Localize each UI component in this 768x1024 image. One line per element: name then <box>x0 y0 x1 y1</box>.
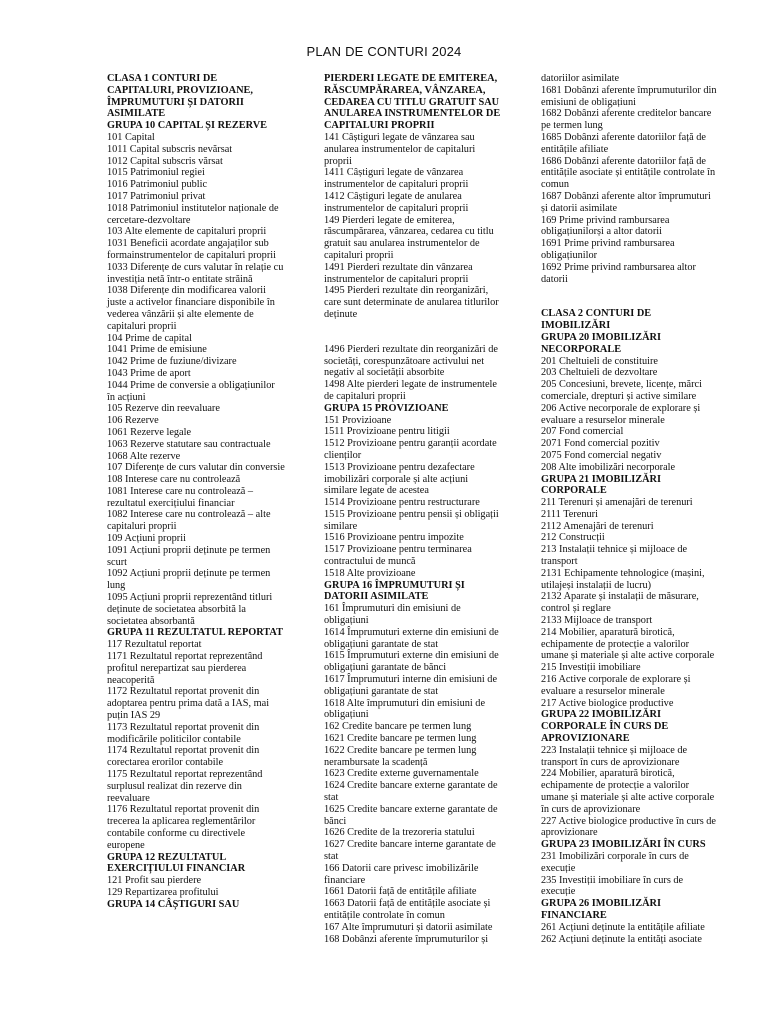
account-entry: 1513 Provizioane pentru dezafectare imobilizări corporale și alte acțiuni similare legate de acestea <box>324 461 475 497</box>
account-entry: 1681 Dobânzi aferente împrumuturilor din emisiuni de obligațiuni <box>541 84 717 108</box>
account-entry: 261 Acțiuni deținute la entitățile afiliate <box>541 921 705 933</box>
account-entry: 1687 Dobânzi aferente altor împrumuturi și datorii asimilate <box>541 190 711 214</box>
account-entry: 1517 Provizioane pentru terminarea contractului de muncă <box>324 544 472 568</box>
account-entry: 121 Profit sau pierdere <box>107 875 202 887</box>
account-entry: 1038 Diferențe din modificarea valorii juste a activelor financiare disponibile în vederea vânzării și alte elemente de capitaluri proprii <box>107 285 275 332</box>
account-entry: 1015 Patrimoniul regiei <box>107 167 205 179</box>
account-entry: 166 Datorii care privesc imobilizările financiare <box>324 862 479 886</box>
section-heading: GRUPA 23 IMOBILIZĂRI ÎN CURS <box>541 839 706 851</box>
section-heading: GRUPA 11 REZULTATUL REPORTAT <box>107 627 283 639</box>
account-entry: 1068 Alte rezerve <box>107 450 181 462</box>
account-entry: 203 Cheltuieli de dezvoltare <box>541 367 658 379</box>
account-entry: 213 Instalații tehnice și mijloace de transport <box>541 544 688 568</box>
account-entry: 1081 Interese care nu controlează – rezultatul exercițiului financiar <box>107 485 254 509</box>
account-entry: 167 Alte împrumuturi și datorii asimilate <box>324 921 493 933</box>
account-entry: datoriilor asimilate <box>541 73 620 84</box>
account-entry: 168 Dobânzi aferente împrumuturilor și <box>324 933 489 945</box>
account-entry: 1095 Acțiuni proprii reprezentând titluri deținute de societatea absorbită la societatea absorbantă <box>107 592 273 627</box>
account-entry: 101 Capital <box>107 131 155 143</box>
account-entry: 206 Active necorporale de explorare și evaluare a resurselor minerale <box>541 402 701 426</box>
section-heading: GRUPA 20 IMOBILIZĂRI NECORPORALE <box>541 331 661 355</box>
account-entry: 1017 Patrimoniul privat <box>107 190 206 202</box>
account-entry: 212 Construcții <box>541 532 605 544</box>
account-entry: 1042 Prime de fuziune/divizare <box>107 356 237 368</box>
section-heading: PIERDERI LEGATE DE EMITEREA, RĂSCUMPĂRAREA, VÂNZAREA, CEDAREA CU TITLU GRATUIT SAU ANULAREA INSTRUMENTELOR DE CAPITALURI PROPRII <box>324 73 501 132</box>
account-entry: 235 Investiții imobiliare în curs de execuție <box>541 874 684 898</box>
account-entry: 227 Active biologice productive în curs de aprovizionare <box>541 815 717 839</box>
account-entry: 1621 Credite bancare pe termen lung <box>324 733 477 745</box>
account-entry: 109 Acțiuni proprii <box>107 533 186 545</box>
account-entry: 162 Credite bancare pe termen lung <box>324 721 472 733</box>
account-entry: 2133 Mijloace de transport <box>541 615 653 627</box>
account-entry: 1512 Provizioane pentru garanții acordate clienților <box>324 438 497 461</box>
account-entry: 2071 Fond comercial pozitiv <box>541 438 660 450</box>
account-entry: 1617 Împrumuturi interne din emisiuni de obligațiuni garantate de stat <box>324 674 498 697</box>
account-entry: 1011 Capital subscris nevărsat <box>107 143 233 155</box>
account-entry: 1092 Acțiuni proprii deținute pe termen lung <box>107 568 271 592</box>
account-entry: 1012 Capital subscris vărsat <box>107 155 223 167</box>
account-entry: 107 Diferențe de curs valutar din conversie <box>107 462 285 474</box>
account-entry: 1661 Datorii față de entitățile afiliate <box>324 886 477 898</box>
section-heading: GRUPA 10 CAPITAL ȘI REZERVE <box>107 120 268 132</box>
account-entry: 1061 Rezerve legale <box>107 426 192 438</box>
account-entry: 1614 Împrumuturi externe din emisiuni de obligațiuni garantate de stat <box>324 626 499 650</box>
account-entry: 1411 Câștiguri legate de vânzarea instrumentelor de capitaluri proprii <box>324 167 469 191</box>
account-entry: 108 Interese care nu controlează <box>107 474 241 486</box>
account-entry: 1176 Rezultatul reportat provenit din trecerea la aplicarea reglementărilor contabile conforme cu directivele europene <box>107 804 260 851</box>
account-entry: 1174 Rezultatul reportat provenit din corectarea erorilor contabile <box>107 745 260 769</box>
account-entry: 105 Rezerve din reevaluare <box>107 403 220 415</box>
account-entry: 1491 Pierderi rezultate din vânzarea instrumentelor de capitaluri proprii <box>324 261 473 285</box>
account-entry: 1498 Alte pierderi legate de instrumentele de capitaluri proprii <box>324 379 497 402</box>
section-heading: CLASA 1 CONTURI DE CAPITALURI, PROVIZIOANE, ÎMPRUMUTURI ȘI DATORII ASIMILATE <box>107 73 253 120</box>
account-entry: 1625 Credite bancare externe garantate de bănci <box>324 803 498 827</box>
account-entry: 224 Mobilier, aparatură birotică, echipamente de protecție a valorilor umane și materiale și alte active corporale în curs de aprovizionare <box>541 768 715 815</box>
spacer <box>324 321 502 344</box>
section-heading: GRUPA 16 ÎMPRUMUTURI ȘI DATORII ASIMILATE <box>324 579 465 603</box>
account-entry: 1082 Interese care nu controlează – alte capitaluri proprii <box>107 509 271 533</box>
account-entry: 2075 Fond comercial negativ <box>541 449 662 461</box>
account-entry: 1623 Credite externe guvernamentale <box>324 768 479 780</box>
account-entry: 223 Instalații tehnice și mijloace de transport în curs de aprovizionare <box>541 744 688 768</box>
account-entry: 1171 Rezultatul reportat reprezentând profitul nerepartizat sau pierderea neacoperită <box>107 651 263 686</box>
account-entry: 216 Active corporale de explorare și evaluare a resurselor minerale <box>541 674 691 697</box>
account-entry: 1514 Provizioane pentru restructurare <box>324 497 480 509</box>
account-entry: 201 Cheltuieli de constituire <box>541 355 658 367</box>
account-entry: 1691 Prime privind rambursarea obligațiunilor <box>541 238 675 261</box>
account-entry: 1686 Dobânzi aferente datoriilor față de entitățile asociate și entitățile controlate în comun <box>541 155 716 191</box>
account-entry: 231 Imobilizări corporale în curs de execuție <box>541 851 689 874</box>
account-entry: 215 Investiții imobiliare <box>541 662 641 674</box>
account-entry: 1172 Rezultatul reportat provenit din adoptarea pentru prima dată a IAS, mai puțin IAS 29 <box>107 686 270 722</box>
section-heading: GRUPA 15 PROVIZIOANE <box>324 402 449 414</box>
account-entry: 1043 Prime de aport <box>107 367 191 379</box>
account-entry: 1515 Provizioane pentru pensii și obligații similare <box>324 508 499 532</box>
account-entry: 1624 Credite bancare externe garantate de stat <box>324 780 498 804</box>
account-entry: 2111 Terenuri <box>541 508 598 520</box>
section-heading: GRUPA 14 CÂȘTIGURI SAU <box>107 898 240 910</box>
account-entry: 1016 Patrimoniul public <box>107 179 208 191</box>
account-entry: 1044 Prime de conversie a obligațiunilor în acțiuni <box>107 379 275 403</box>
account-entry: 1041 Prime de emisiune <box>107 344 207 356</box>
section-heading: CLASA 2 CONTURI DE IMOBILIZĂRI <box>541 308 652 332</box>
column-middle <box>324 73 502 945</box>
account-entry: 1516 Provizioane pentru impozite <box>324 532 464 544</box>
account-entry: 106 Rezerve <box>107 415 159 427</box>
column-right <box>541 73 719 945</box>
page-title: PLAN DE CONTURI 2024 <box>306 44 462 59</box>
account-entry: 211 Terenuri și amenajări de terenuri <box>541 497 693 509</box>
account-entry: 1175 Rezultatul reportat reprezentând surplusul realizat din rezerve din reevaluare <box>107 769 263 804</box>
account-entry: 1511 Provizioane pentru litigii <box>324 426 450 438</box>
account-entry: 2112 Amenajări de terenuri <box>541 520 654 532</box>
account-entry: 1091 Acțiuni proprii deținute pe termen scurt <box>107 544 271 568</box>
section-heading: GRUPA 26 IMOBILIZĂRI FINANCIARE <box>541 898 661 921</box>
account-entry: 262 Acțiuni deținute la entități asociate <box>541 933 702 945</box>
account-entry: 205 Concesiuni, brevete, licențe, mărci comerciale, drepturi și active similare <box>541 379 702 402</box>
account-entry: 1063 Rezerve statutare sau contractuale <box>107 438 271 450</box>
account-entry: 103 Alte elemente de capitaluri proprii <box>107 226 267 238</box>
account-entry: 1495 Pierderi rezultate din reorganizări, care sunt determinate de anularea titlurilor deținute <box>324 285 499 320</box>
account-entry: 1627 Credite bancare interne garantate de stat <box>324 839 496 862</box>
account-entry: 1518 Alte provizioane <box>324 567 416 579</box>
account-entry: 1682 Dobânzi aferente creditelor bancare pe termen lung <box>541 108 712 132</box>
account-entry: 1626 Credite de la trezoreria statului <box>324 827 475 839</box>
section-heading: GRUPA 21 IMOBILIZĂRI CORPORALE <box>541 473 661 497</box>
account-entry: 151 Provizioane <box>324 414 392 426</box>
account-entry: 1496 Pierderi rezultate din reorganizări de societăți, corespunzătoare activului net negativ al societății absorbite <box>324 343 498 379</box>
account-entry: 1622 Credite bancare pe termen lung nerambursate la scadență <box>324 744 477 768</box>
column-left <box>107 73 285 911</box>
account-entry: 1031 Beneficii acordate angajaților sub formainstrumentelor de capitaluri proprii <box>107 238 276 261</box>
account-entry: 141 Câștiguri legate de vânzarea sau anularea instrumentelor de capitaluri proprii <box>324 131 476 167</box>
account-entry: 1173 Rezultatul reportat provenit din modificările politicilor contabile <box>107 721 260 745</box>
account-entry: 1618 Alte împrumuturi din emisiuni de obligațiuni <box>324 697 486 721</box>
account-entry: 129 Repartizarea profitului <box>107 886 219 898</box>
account-entry: 1412 Câștiguri legate de anularea instrumentelor de capitaluri proprii <box>324 190 469 214</box>
section-heading: GRUPA 22 IMOBILIZĂRI CORPORALE ÎN CURS DE APROVIZIONARE <box>541 709 669 745</box>
account-entry: 169 Prime privind rambursarea obligațiunilorși a altor datorii <box>541 214 670 238</box>
account-entry: 1692 Prime privind rambursarea altor datorii <box>541 261 696 285</box>
account-entry: 117 Rezultatul reportat <box>107 639 202 651</box>
account-entry: 1033 Diferențe de curs valutar în relație cu investiția netă într-o entitate străină <box>107 261 284 285</box>
account-entry: 149 Pierderi legate de emiterea, răscumpărarea, vânzarea, cedarea cu titlu gratuit sau anularea instrumentelor de capitaluri proprii <box>324 214 494 261</box>
section-heading: GRUPA 12 REZULTATUL EXERCIȚIULUI FINANCIAR <box>107 851 246 875</box>
spacer <box>541 285 719 308</box>
account-entry: 1018 Patrimoniul institutelor naționale de cercetare-dezvoltare <box>107 202 279 226</box>
account-entry: 104 Prime de capital <box>107 332 192 344</box>
account-entry: 1685 Dobânzi aferente datoriilor față de entitățile afiliate <box>541 131 706 155</box>
account-entry: 217 Active biologice productive <box>541 697 674 709</box>
account-entry: 1663 Datorii față de entitățile asociate și entitățile controlate în comun <box>324 898 491 921</box>
account-entry: 207 Fond comercial <box>541 426 624 438</box>
account-entry: 161 Împrumuturi din emisiuni de obligațiuni <box>324 603 461 627</box>
account-entry: 2132 Aparate și instalații de măsurare, control și reglare <box>541 591 699 615</box>
account-entry: 214 Mobilier, aparatură birotică, echipamente de protecție a valorilor umane și materiale și alte active corporale <box>541 626 715 662</box>
account-entry: 208 Alte imobilizări necorporale <box>541 461 676 473</box>
account-entry: 1615 Împrumuturi externe din emisiuni de obligațiuni garantate de bănci <box>324 650 499 674</box>
account-entry: 2131 Echipamente tehnologice (mașini, utilajeși instalații de lucru) <box>541 567 705 591</box>
